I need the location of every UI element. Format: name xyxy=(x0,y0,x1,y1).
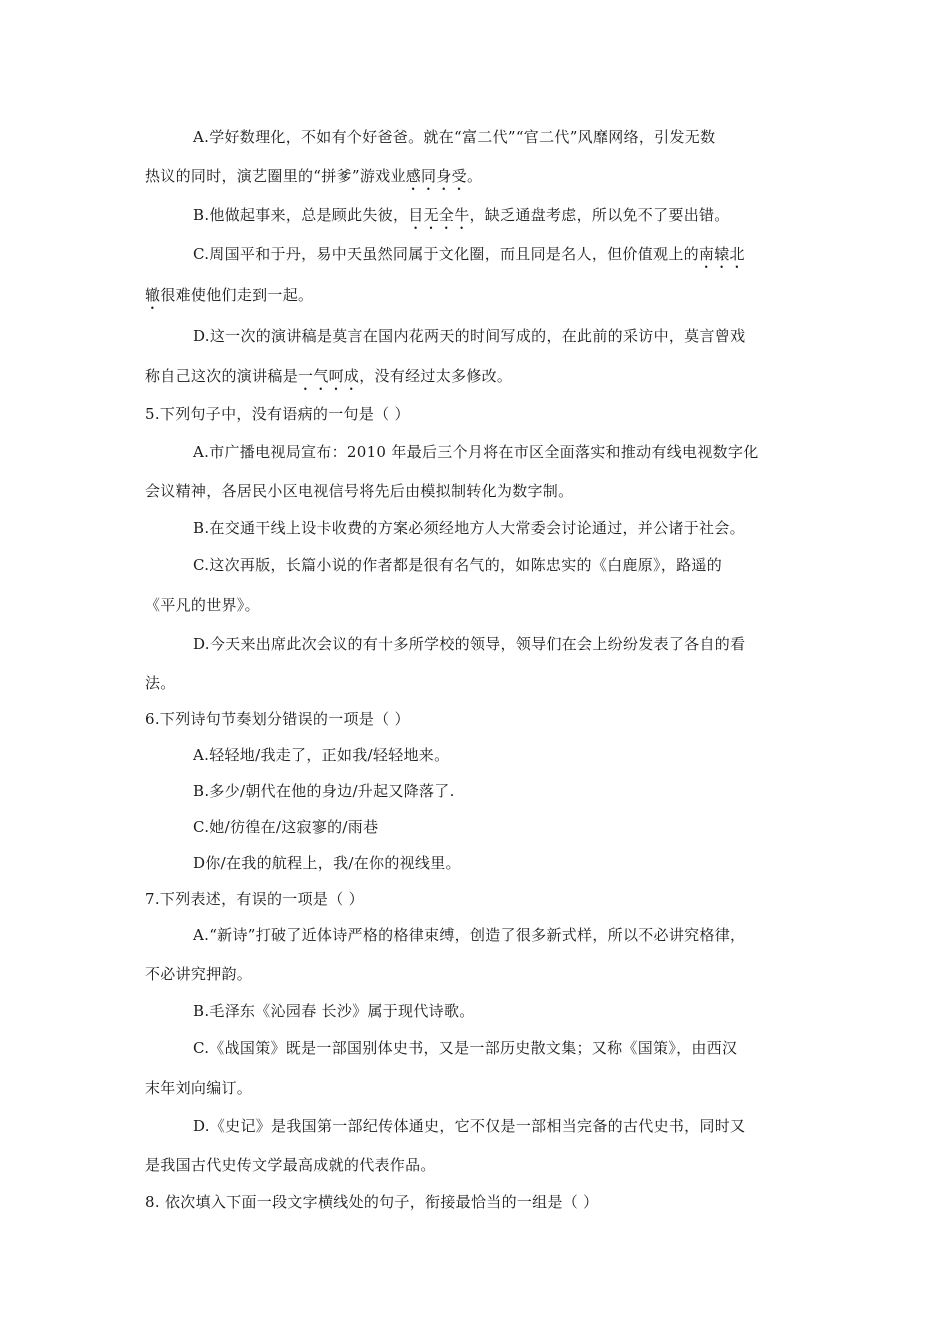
q7-option-d-line2: 是我国古代史传文学最高成就的代表作品。 xyxy=(145,1156,436,1174)
q5-option-a-line1: A.市广播电视局宣布：2010 年最后三个月将在市区全面落实和推动有线电视数字化 xyxy=(193,443,759,461)
q7-stem: 7.下列表述，有误的一项是（ ） xyxy=(145,890,364,908)
q7-option-d-line1: D.《史记》是我国第一部纪传体通史，它不仅是一部相当完备的古代史书，同时又 xyxy=(193,1117,746,1135)
q5-option-b: B.在交通干线上设卡收费的方案必须经地方人大常委会讨论通过，并公诸于社会。 xyxy=(193,519,745,537)
q5-option-c-line2: 《平凡的世界》。 xyxy=(145,596,260,614)
q6-option-d: D你/在我的航程上，我/在你的视线里。 xyxy=(193,854,461,872)
q6-option-a: A.轻轻地/我走了，正如我/轻轻地来。 xyxy=(193,746,450,764)
emphasis-dots: 一气呵成 xyxy=(298,367,360,385)
q7-option-c-line1: C.《战国策》既是一部国别体史书，又是一部历史散文集；又称《国策》，由西汉 xyxy=(193,1039,738,1057)
q4-option-d-line1: D.这一次的演讲稿是莫言在国内花两天的时间写成的，在此前的采访中，莫言曾戏 xyxy=(193,327,746,345)
q5-option-a-line2: 会议精神，各居民小区电视信号将先后由模拟制转化为数字制。 xyxy=(145,482,574,500)
q7-option-a-line2: 不必讲究押韵。 xyxy=(145,965,253,983)
q4-option-c-line1: C.周国平和于丹，易中天虽然同属于文化圈，而且同是名人，但价值观上的南辕北 xyxy=(193,245,745,263)
q6-option-c: C.她/彷徨在/这寂寥的/雨巷 xyxy=(193,818,379,836)
q5-option-d-line1: D.今天来出席此次会议的有十多所学校的领导，领导们在会上纷纷发表了各自的看 xyxy=(193,635,746,653)
q5-option-d-line2: 法。 xyxy=(145,674,176,692)
q6-option-b: B.多少/朝代在他的身边/升起又降落了. xyxy=(193,782,455,800)
emphasis-dots: 辙 xyxy=(145,286,161,304)
emphasis-dots: 目无全牛 xyxy=(408,206,470,224)
q5-stem: 5.下列句子中，没有语病的一句是（ ） xyxy=(145,405,410,423)
q4-option-b: B.他做起事来，总是顾此失彼，目无全牛，缺乏通盘考虑，所以免不了要出错。 xyxy=(193,206,730,224)
q7-option-c-line2: 末年刘向编订。 xyxy=(145,1079,253,1097)
emphasis-dots: 感同身受 xyxy=(405,167,467,185)
q5-option-c-line1: C.这次再版，长篇小说的作者都是很有名气的，如陈忠实的《白鹿原》，路遥的 xyxy=(193,556,723,574)
q8-stem: 8. 依次填入下面一段文字横线处的句子，衔接最恰当的一组是（ ） xyxy=(145,1193,599,1211)
emphasis-dots: 南辕北 xyxy=(698,245,745,263)
q4-option-d-line2: 称自己这次的演讲稿是一气呵成，没有经过太多修改。 xyxy=(145,367,513,385)
q4-option-c-line2: 辙很难使他们走到一起。 xyxy=(145,286,314,304)
q6-stem: 6.下列诗句节奏划分错误的一项是（ ） xyxy=(145,710,410,728)
q4-option-a-line2: 热议的同时，演艺圈里的“拼爹”游戏业感同身受。 xyxy=(145,167,483,185)
q7-option-a-line1: A.“新诗”打破了近体诗严格的格律束缚，创造了很多新式样，所以不必讲究格律， xyxy=(193,926,746,944)
q4-option-a-line1: A.学好数理化，不如有个好爸爸。就在“富二代”“官二代”风靡网络，引发无数 xyxy=(193,128,716,146)
q7-option-b: B.毛泽东《沁园春 长沙》属于现代诗歌。 xyxy=(193,1002,475,1020)
